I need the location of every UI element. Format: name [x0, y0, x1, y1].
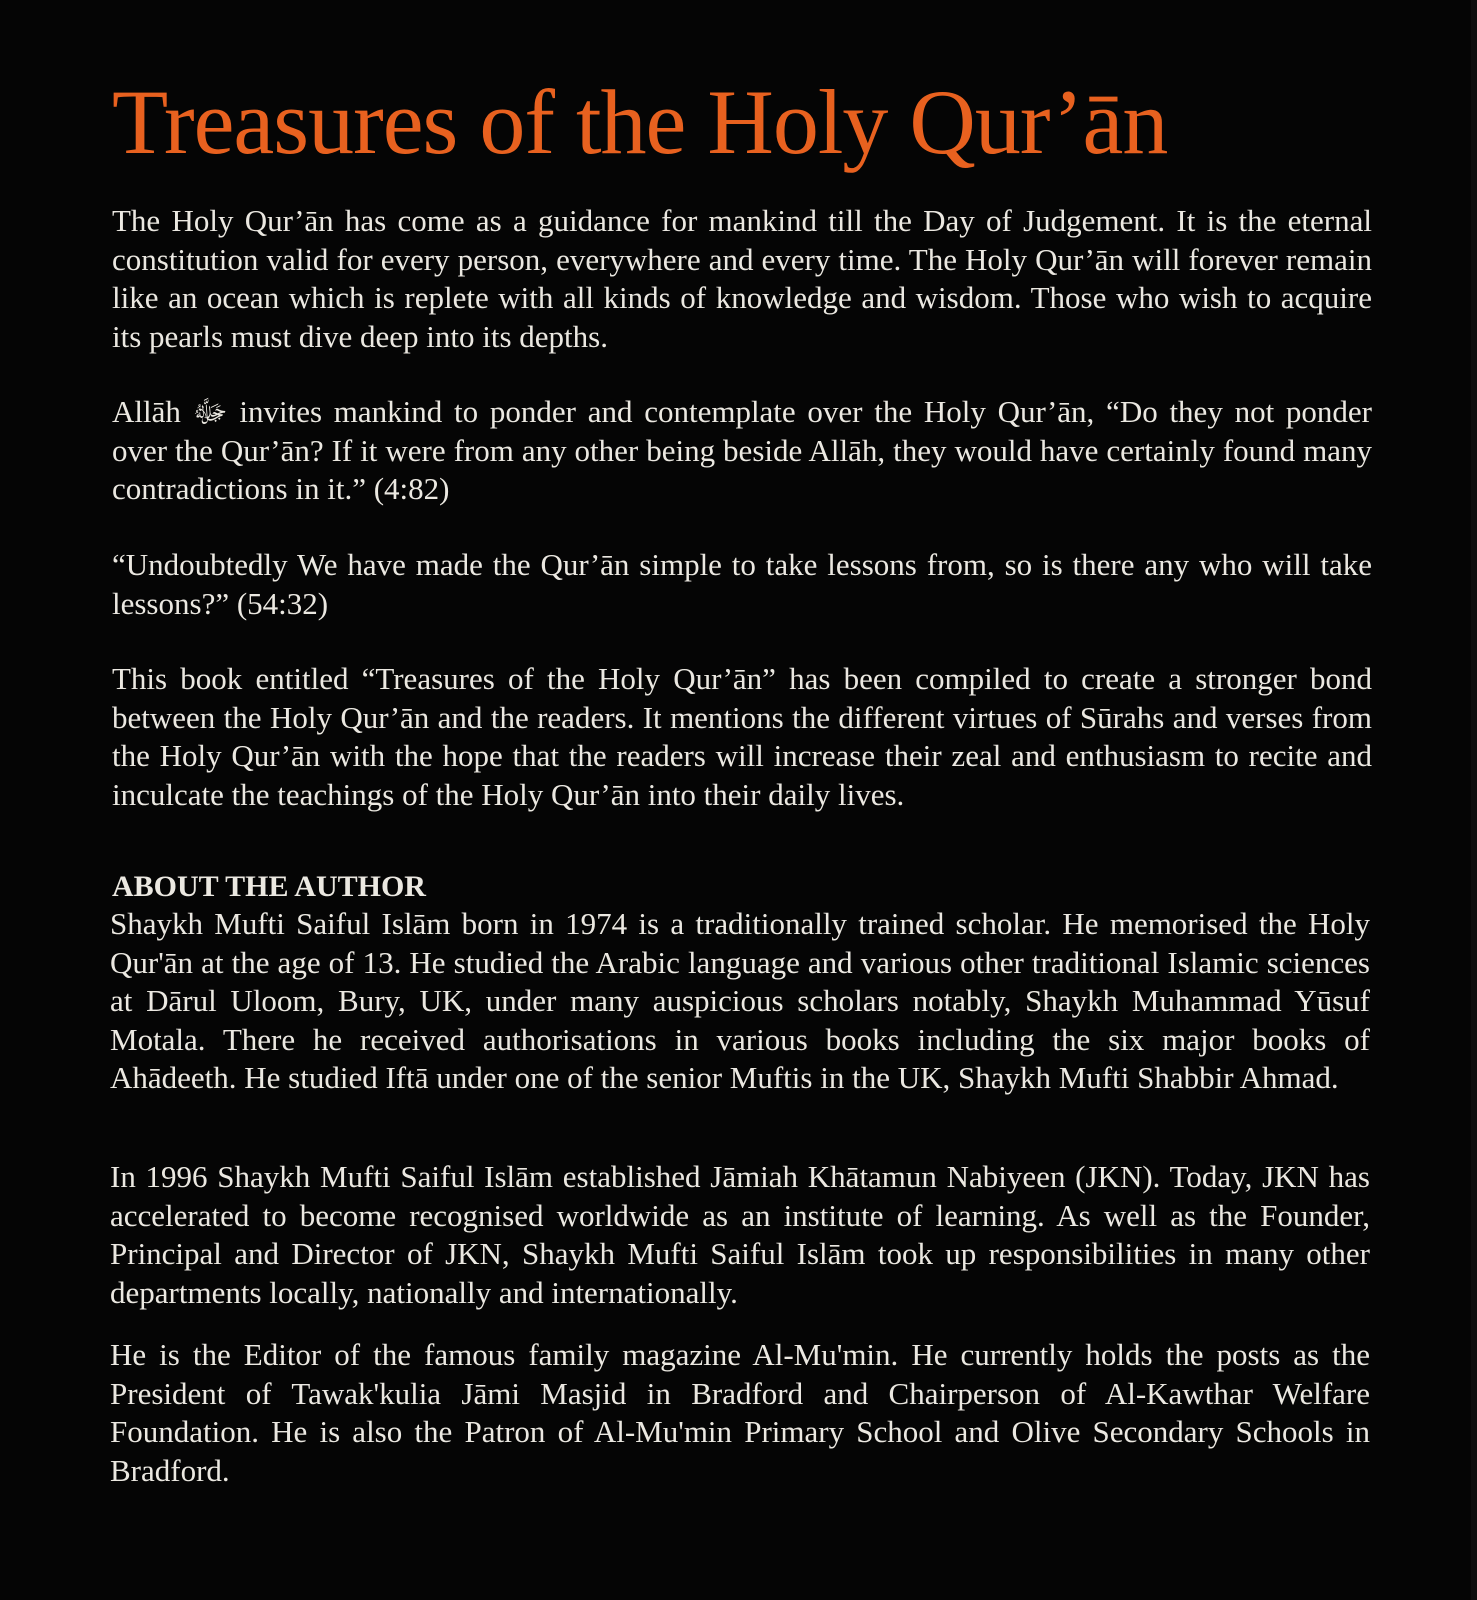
author-roles-paragraph: He is the Editor of the famous family magazine Al-Mu'min. He currently holds the posts as the President of Tawak'kulia Jāmi Masjid in Bradford and Chairperson of Al-Kawthar Welfare Foundation. He is also the Patron of Al-Mu'min Primary School and Olive Secondary Schools in Bradford.	[110, 1337, 1370, 1488]
about-author-heading: ABOUT THE AUTHOR	[112, 870, 426, 903]
cover-edge	[1471, 0, 1477, 1600]
lessons-quote-paragraph: “Undoubtedly We have made the Qur’ān simple to take lessons from, so is there any who will take lessons?” (54:32)	[112, 547, 1372, 621]
ponder-quote-paragraph: Allāh ﷻ invites mankind to ponder and contemplate over the Holy Qur’ān, “Do they not ponder over the Qur’ān? If it were from any other being beside Allāh, they would have certainly found many contradictions in it.” (4:82)	[112, 394, 1373, 506]
intro-paragraph: The Holy Qur’ān has come as a guidance for mankind till the Day of Judgement. It is the eternal constitution valid for every person, everywhere and every time. The Holy Qur’ān will forever remain like an ocean which is replete with all kinds of knowledge and wisdom. Those who wish to acquire its pearls must dive deep into its depths.	[112, 203, 1372, 354]
book-title: Treasures of the Holy Qur’ān	[112, 71, 1168, 173]
book-purpose-paragraph: This book entitled “Treasures of the Holy Qur’ān” has been compiled to create a stronger bond between the Holy Qur’ān and the readers. It mentions the different virtues of Sūrahs and verses from the Holy Qur’ān with the hope that the readers will increase their zeal and enthusiasm to recite and inculcate the teachings of the Holy Qur’ān into their daily lives.	[112, 661, 1372, 812]
author-institute-paragraph: In 1996 Shaykh Mufti Saiful Islām established Jāmiah Khātamun Nabiyeen (JKN). Today, JKN has accelerated to become recognised worldwide as an institute of learning. As well as the Founder, Principal and Director of JKN, Shaykh Mufti Saiful Islām took up responsibilities in many other departments locally, nationally and internationally.	[110, 1159, 1370, 1310]
author-bio-paragraph: Shaykh Mufti Saiful Islām born in 1974 is a traditionally trained scholar. He memorised the Holy Qur'ān at the age of 13. He studied the Arabic language and various other traditional Islamic sciences at Dārul Uloom, Bury, UK, under many auspicious scholars notably, Shaykh Muhammad Yūsuf Motala. There he received authorisations in various books including the six major books of Ahādeeth. He studied Iftā under one of the senior Muftis in the UK, Shaykh Mufti Shabbir Ahmad.	[110, 906, 1370, 1095]
